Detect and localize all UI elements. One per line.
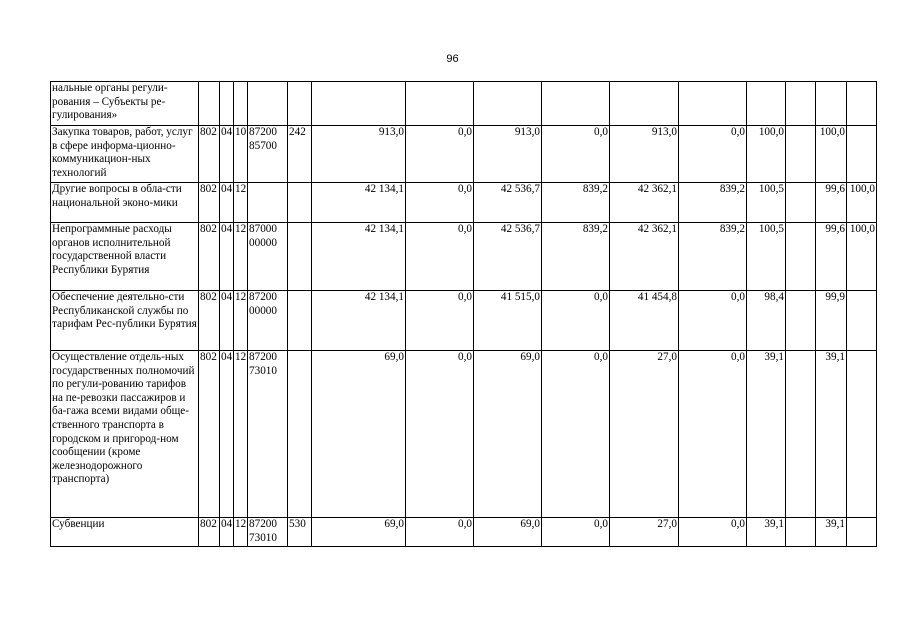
- ved-code-cell: 802: [199, 183, 220, 223]
- percent-cell-3: 99,6: [816, 183, 847, 223]
- target-item-code-cell: 87200 73010: [248, 351, 288, 518]
- ved-code-cell: [199, 82, 220, 126]
- table-row: [51, 351, 877, 518]
- value-cell-1: 913,0: [312, 126, 406, 183]
- table-row: [51, 518, 877, 547]
- value-cell-6: 839,2: [679, 183, 747, 223]
- table-row: [51, 82, 877, 126]
- percent-cell-3: 39,1: [816, 518, 847, 547]
- value-cell-2: 0,0: [406, 223, 474, 291]
- percent-cell-2: [786, 223, 816, 291]
- subsection-code-cell: 12: [234, 223, 248, 291]
- value-cell-1: 42 134,1: [312, 291, 406, 351]
- value-cell-4: 0,0: [542, 126, 610, 183]
- table-row: [51, 126, 877, 183]
- budget-table-body: [51, 82, 877, 547]
- percent-cell-1: 39,1: [747, 518, 786, 547]
- section-code-cell: 04: [220, 183, 234, 223]
- value-cell-3: 69,0: [474, 351, 542, 518]
- value-cell-4: 0,0: [542, 351, 610, 518]
- value-cell-2: 0,0: [406, 518, 474, 547]
- percent-cell-4: [847, 518, 877, 547]
- value-cell-3: 42 536,7: [474, 183, 542, 223]
- row-name-cell: Непрограммные расходы органов исполнительной государственной власти Республики Бурятия: [51, 223, 199, 291]
- value-cell-5: 42 362,1: [610, 183, 679, 223]
- percent-cell-4: [847, 291, 877, 351]
- row-name-cell: нальные органы регули-рования – Субъекты ре-гулирования»: [51, 82, 199, 126]
- subsection-code-cell: [234, 82, 248, 126]
- row-name-cell: Обеспечение деятельно-сти Республиканской службы по тарифам Рес-публики Бурятия: [51, 291, 199, 351]
- percent-cell-2: [786, 351, 816, 518]
- expense-type-code-cell: [288, 351, 312, 518]
- percent-cell-2: [786, 183, 816, 223]
- table-row: [51, 291, 877, 351]
- value-cell-6: [679, 82, 747, 126]
- ved-code-cell: 802: [199, 291, 220, 351]
- value-cell-5: 27,0: [610, 518, 679, 547]
- row-name-cell: Осуществление отдель-ных государственных полномочий по регули-рованию тарифов на пе-ревозки пассажиров и ба-гажа всеми видами обще-ственного транспорта в городском и пригород-ном сообщении (кроме железнодорожного транспорта): [51, 351, 199, 518]
- percent-cell-3: [816, 82, 847, 126]
- ved-code-cell: 802: [199, 126, 220, 183]
- section-code-cell: 04: [220, 291, 234, 351]
- value-cell-5: 41 454,8: [610, 291, 679, 351]
- subsection-code-cell: 10: [234, 126, 248, 183]
- value-cell-6: 0,0: [679, 126, 747, 183]
- expense-type-code-cell: 242: [288, 126, 312, 183]
- value-cell-5: [610, 82, 679, 126]
- value-cell-3: 913,0: [474, 126, 542, 183]
- percent-cell-1: 100,0: [747, 126, 786, 183]
- section-code-cell: 04: [220, 518, 234, 547]
- table-row: [51, 223, 877, 291]
- value-cell-6: 0,0: [679, 291, 747, 351]
- page-number: 96: [446, 53, 459, 65]
- value-cell-2: 0,0: [406, 291, 474, 351]
- value-cell-1: [312, 82, 406, 126]
- percent-cell-4: 100,0: [847, 223, 877, 291]
- percent-cell-2: [786, 291, 816, 351]
- percent-cell-1: [747, 82, 786, 126]
- ved-code-cell: 802: [199, 223, 220, 291]
- section-code-cell: 04: [220, 223, 234, 291]
- value-cell-4: 839,2: [542, 183, 610, 223]
- expense-type-code-cell: [288, 183, 312, 223]
- value-cell-6: 0,0: [679, 351, 747, 518]
- section-code-cell: 04: [220, 126, 234, 183]
- value-cell-1: 69,0: [312, 518, 406, 547]
- target-item-code-cell: 87200 00000: [248, 291, 288, 351]
- value-cell-5: 27,0: [610, 351, 679, 518]
- value-cell-4: 0,0: [542, 291, 610, 351]
- value-cell-6: 839,2: [679, 223, 747, 291]
- target-item-code-cell: [248, 183, 288, 223]
- percent-cell-1: 98,4: [747, 291, 786, 351]
- row-name-cell: Другие вопросы в обла-сти национальной эконо-мики: [51, 183, 199, 223]
- percent-cell-3: 99,9: [816, 291, 847, 351]
- percent-cell-1: 100,5: [747, 223, 786, 291]
- target-item-code-cell: 87200 73010: [248, 518, 288, 547]
- ved-code-cell: 802: [199, 351, 220, 518]
- expense-type-code-cell: [288, 291, 312, 351]
- expense-type-code-cell: [288, 82, 312, 126]
- percent-cell-1: 39,1: [747, 351, 786, 518]
- value-cell-2: 0,0: [406, 183, 474, 223]
- value-cell-3: 41 515,0: [474, 291, 542, 351]
- target-item-code-cell: [248, 82, 288, 126]
- row-name-cell: Закупка товаров, работ, услуг в сфере информа-ционно-коммуникацион-ных технологий: [51, 126, 199, 183]
- value-cell-4: 839,2: [542, 223, 610, 291]
- row-name-cell: Субвенции: [51, 518, 199, 547]
- value-cell-4: [542, 82, 610, 126]
- expense-type-code-cell: 530: [288, 518, 312, 547]
- value-cell-6: 0,0: [679, 518, 747, 547]
- percent-cell-3: 99,6: [816, 223, 847, 291]
- value-cell-2: 0,0: [406, 351, 474, 518]
- percent-cell-3: 39,1: [816, 351, 847, 518]
- value-cell-2: [406, 82, 474, 126]
- percent-cell-1: 100,5: [747, 183, 786, 223]
- percent-cell-4: [847, 351, 877, 518]
- percent-cell-4: 100,0: [847, 183, 877, 223]
- value-cell-1: 69,0: [312, 351, 406, 518]
- percent-cell-3: 100,0: [816, 126, 847, 183]
- target-item-code-cell: 87200 85700: [248, 126, 288, 183]
- value-cell-2: 0,0: [406, 126, 474, 183]
- section-code-cell: 04: [220, 351, 234, 518]
- value-cell-5: 42 362,1: [610, 223, 679, 291]
- percent-cell-2: [786, 126, 816, 183]
- value-cell-1: 42 134,1: [312, 183, 406, 223]
- target-item-code-cell: 87000 00000: [248, 223, 288, 291]
- expense-type-code-cell: [288, 223, 312, 291]
- value-cell-3: 42 536,7: [474, 223, 542, 291]
- section-code-cell: [220, 82, 234, 126]
- value-cell-5: 913,0: [610, 126, 679, 183]
- subsection-code-cell: 12: [234, 351, 248, 518]
- percent-cell-4: [847, 82, 877, 126]
- value-cell-3: [474, 82, 542, 126]
- percent-cell-2: [786, 518, 816, 547]
- value-cell-4: 0,0: [542, 518, 610, 547]
- percent-cell-4: [847, 126, 877, 183]
- budget-table: [50, 81, 877, 547]
- value-cell-3: 69,0: [474, 518, 542, 547]
- ved-code-cell: 802: [199, 518, 220, 547]
- subsection-code-cell: 12: [234, 291, 248, 351]
- value-cell-1: 42 134,1: [312, 223, 406, 291]
- subsection-code-cell: 12: [234, 518, 248, 547]
- table-row: [51, 183, 877, 223]
- subsection-code-cell: 12: [234, 183, 248, 223]
- percent-cell-2: [786, 82, 816, 126]
